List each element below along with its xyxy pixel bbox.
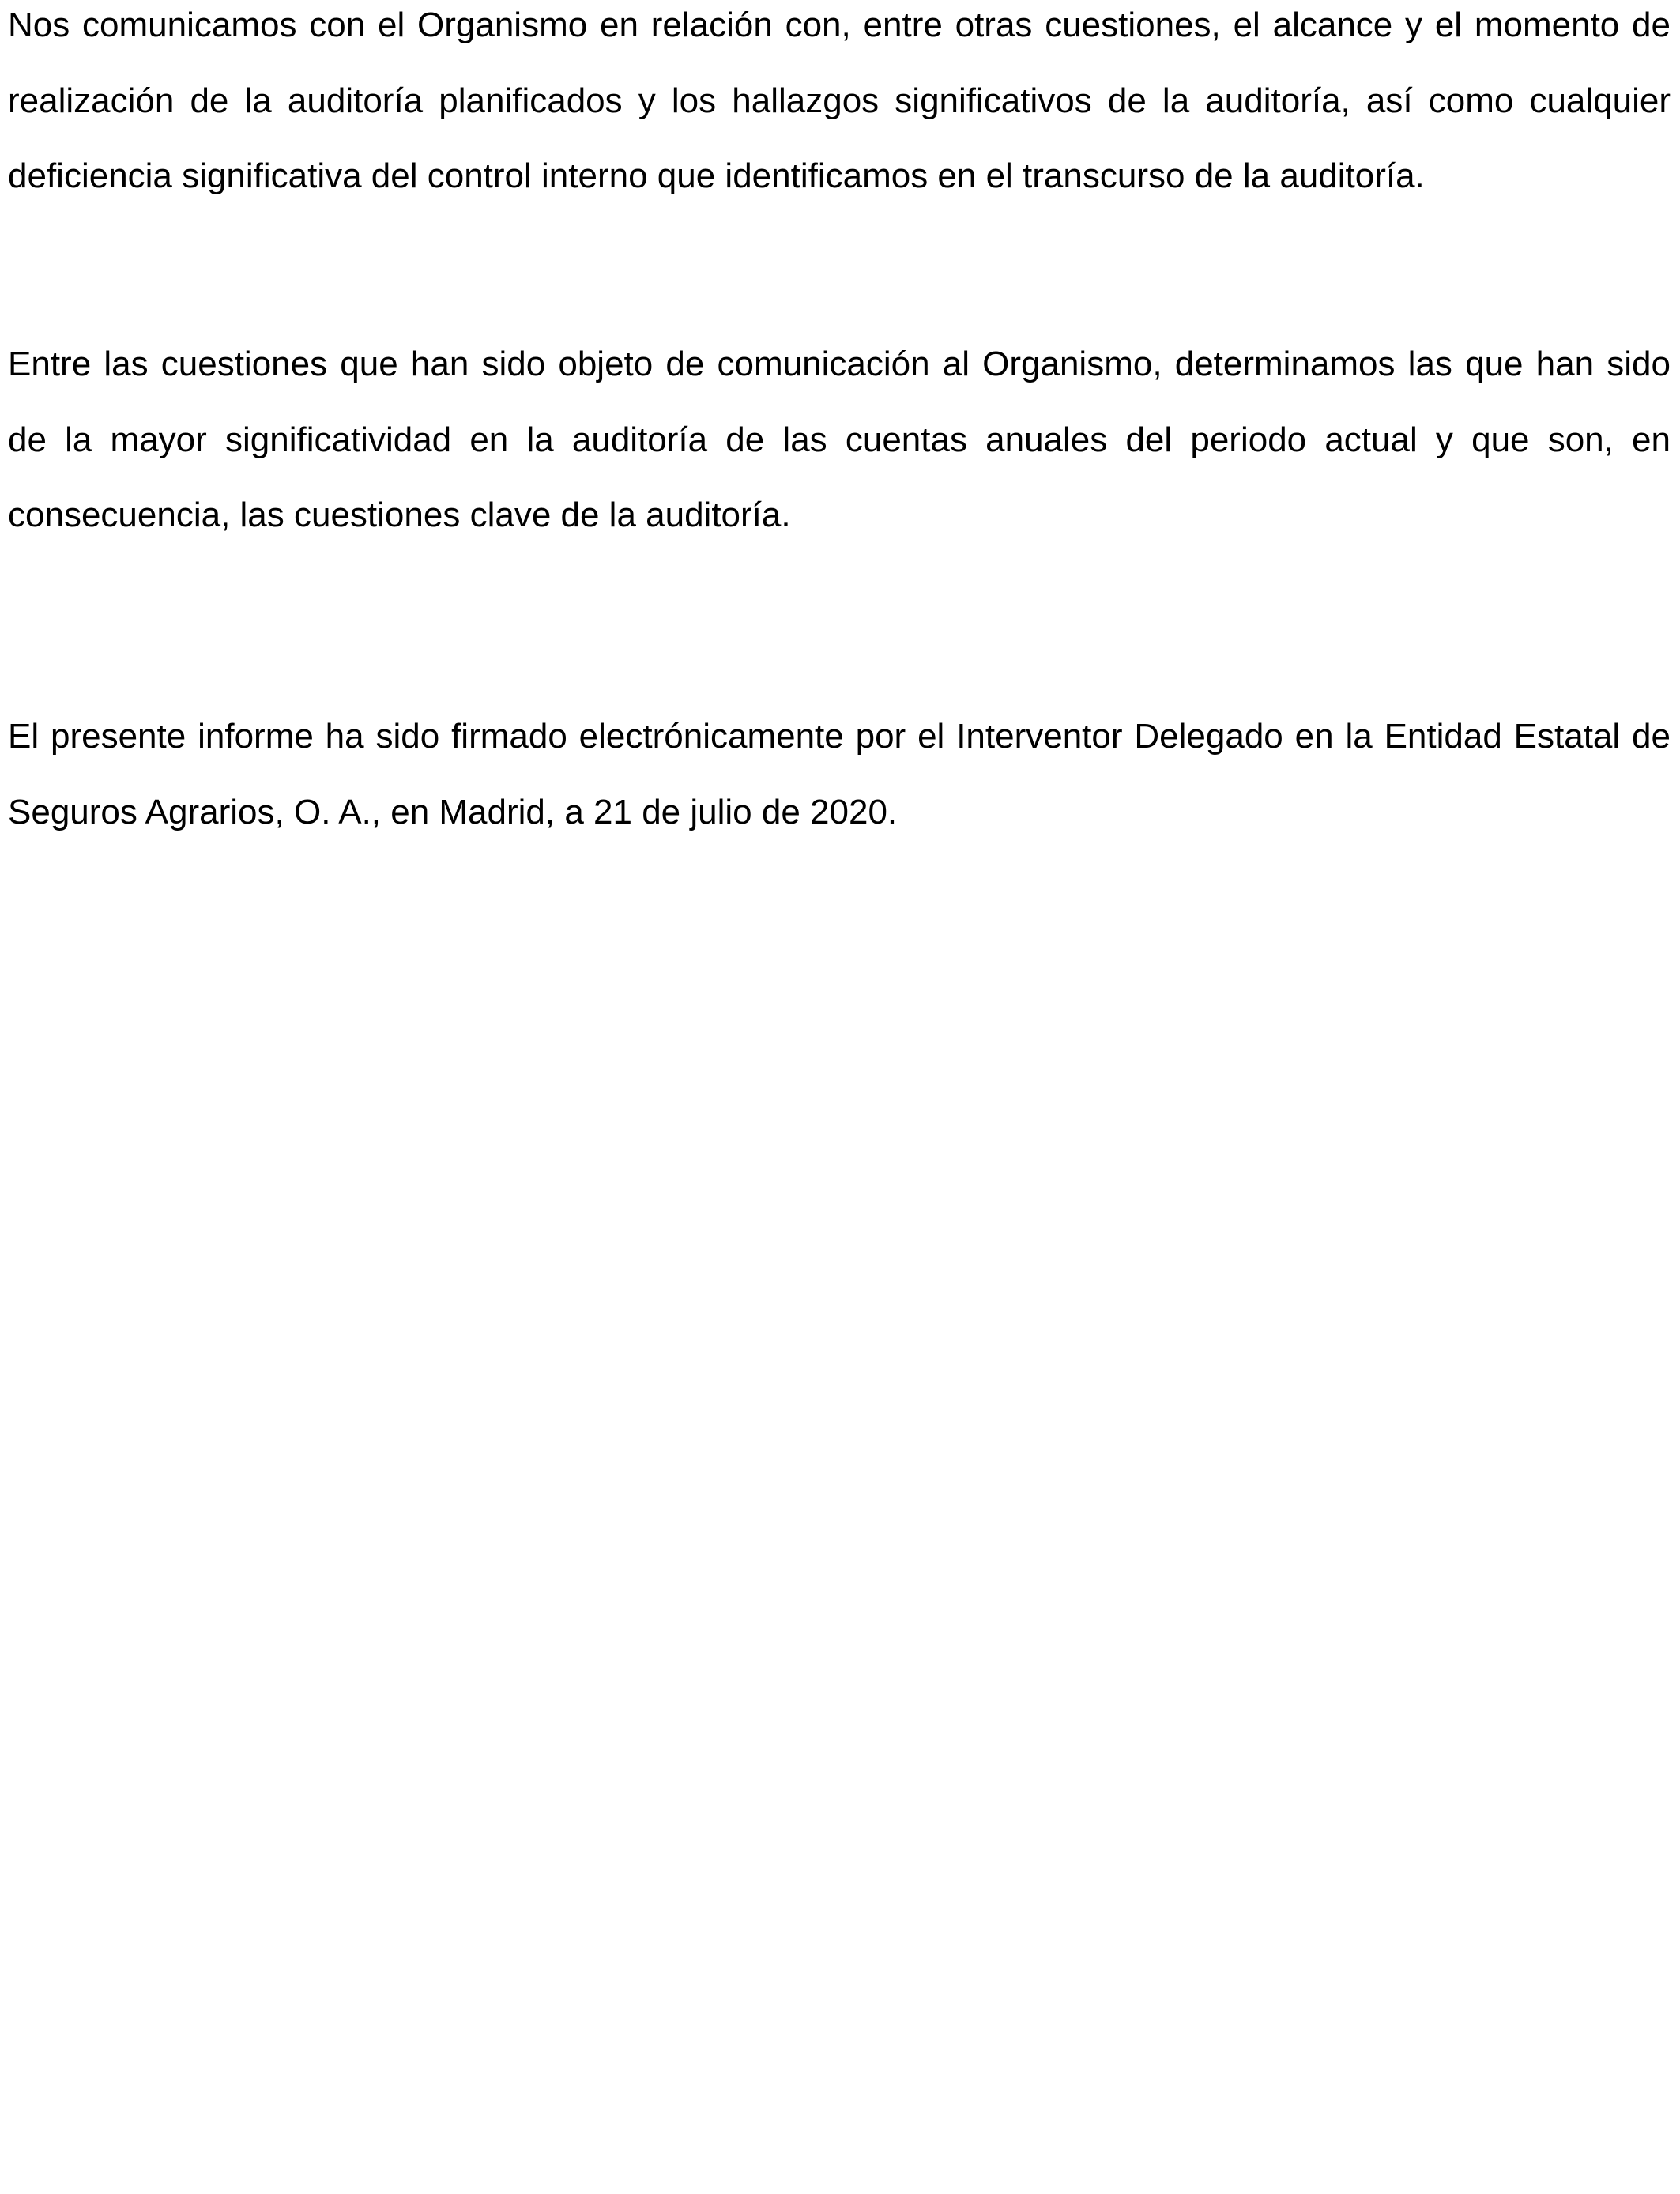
paragraph-signature-statement: El presente informe ha sido firmado electrónicamente por el Interventor Delegado en la Entidad Estatal de Seguros Agrarios, O. A., en Madrid, a 21 de julio de 2020.: [8, 717, 1671, 831]
paragraph-communication-scope: Nos comunicamos con el Organismo en relación con, entre otras cuestiones, el alcance y el momento de realización de la auditoría planificados y los hallazgos significativos de la auditoría, así como cualquier deficiencia significativa del control interno que identificamos en el transcurso de la auditoría.: [8, 6, 1671, 195]
paragraph-key-audit-matters: Entre las cuestiones que han sido objeto de comunicación al Organismo, determinamos las que han sido de la mayor significatividad en la auditoría de las cuentas anuales del periodo actual y que son, en consecuencia, las cuestiones clave de la auditoría.: [8, 345, 1671, 534]
